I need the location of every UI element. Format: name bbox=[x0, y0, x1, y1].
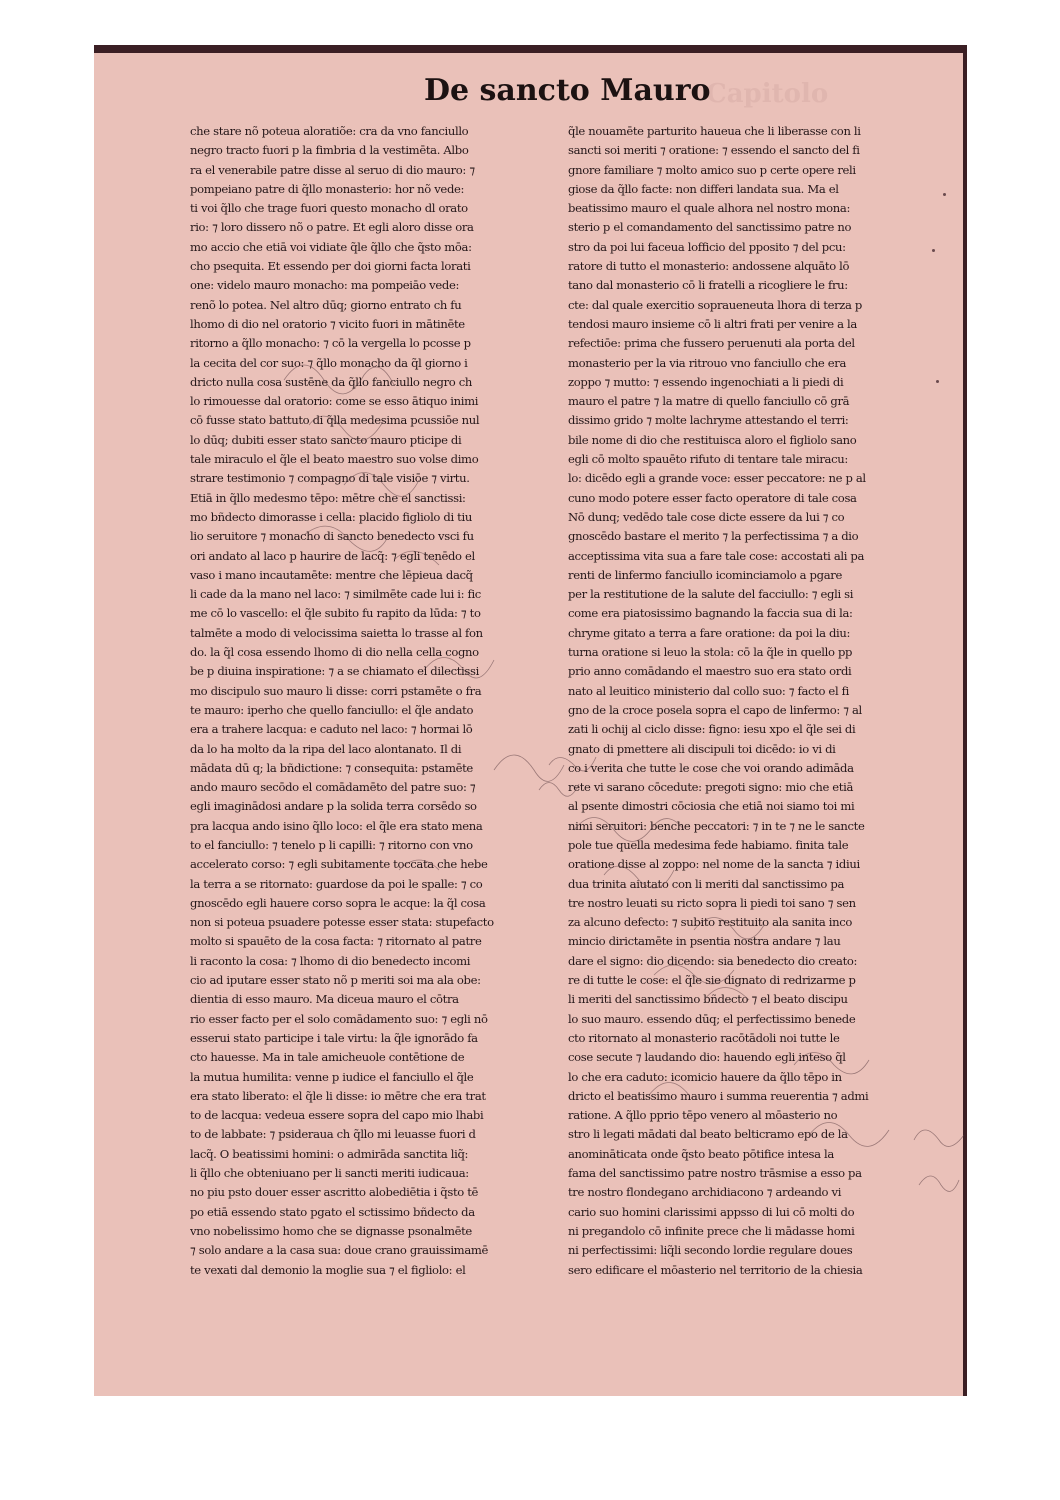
text-line: ando mauro secōdo el comādamēto del patre suo: ⁊ bbox=[190, 780, 476, 795]
text-line: sero edificare el mōasterio nel territorio de la chiesia bbox=[568, 1262, 863, 1277]
right-text-column bbox=[568, 122, 928, 1280]
text-line: stro da poi lui faceua lofficio del pposito ⁊ del pcu: bbox=[568, 239, 846, 254]
text-line: pole tue quella medesima fede habiamo. finita tale bbox=[568, 837, 849, 852]
header-bleedthrough: Capitolo bbox=[706, 79, 829, 109]
text-line: sancti soi meriti ⁊ oratione: ⁊ essendo el sancto del fi bbox=[568, 143, 860, 158]
text-line: lo rimouesse dal oratorio: come se esso ātiquo inimi bbox=[190, 394, 479, 409]
text-line: lo che era caduto: icomicio hauere da q̃llo tēpo in bbox=[568, 1069, 842, 1084]
text-line: to de labbate: ⁊ psideraua ch q̃llo mi leuasse fuori d bbox=[190, 1127, 476, 1142]
text-line: cario suo homini clarissimi appsso di lui cō molti do bbox=[568, 1204, 855, 1219]
text-line: be p diuina inspiratione: ⁊ a se chiamato el dilectissi bbox=[190, 664, 479, 679]
text-line: zoppo ⁊ mutto: ⁊ essendo ingenochiati a li piedi di bbox=[568, 374, 844, 389]
text-line: dricto nulla cosa sustēne da q̃llo fanciullo negro ch bbox=[190, 374, 473, 389]
text-line: lio seruitore ⁊ monacho di sancto benedecto vsci fu bbox=[190, 529, 474, 544]
text-line: dricto el beatissimo mauro i summa reuerentia ⁊ admi bbox=[568, 1088, 869, 1103]
text-line: pra lacqua ando isino q̃llo loco: el q̃le era stato mena bbox=[190, 818, 483, 833]
text-line: cose secute ⁊ laudando dio: hauendo egli inteso q̃l bbox=[568, 1050, 846, 1065]
text-line: gnato di pmettere ali discipuli toi dicēdo: io vi di bbox=[568, 741, 836, 756]
text-line: cuno modo potere esser facto operatore di tale cosa bbox=[568, 490, 857, 505]
text-line: ratione. A q̃llo pprio tēpo venero al mōasterio no bbox=[568, 1108, 838, 1123]
text-line: ni pregandolo cō infinite prece che li mādasse homi bbox=[568, 1223, 855, 1238]
text-line: molto si spauēto de la cosa facta: ⁊ ritornato al patre bbox=[190, 934, 482, 949]
text-line: po etiā essendo stato pgato el sctissimo bñdecto da bbox=[190, 1204, 475, 1219]
text-line: era stato liberato: el q̃le li disse: io mētre che era trat bbox=[190, 1088, 486, 1103]
text-line: gno de la croce posela sopra el capo de linfermo: ⁊ al bbox=[568, 702, 862, 717]
text-line: dissimo grido ⁊ molte lachryme attestando el terri: bbox=[568, 413, 849, 428]
text-line: la mutua humilita: venne p iudice el fanciullo el q̃le bbox=[190, 1069, 474, 1084]
text-line: talmēte a modo di velocissima saietta lo trasse al fon bbox=[190, 625, 483, 640]
text-line: cte: dal quale exercitio sopraueneuta lhora di terza p bbox=[568, 297, 863, 312]
text-line: egli imaginādosi andare p la solida terra corsēdo so bbox=[190, 799, 477, 814]
text-line: lo: dicēdo egli a grande voce: esser peccatore: ne p al bbox=[568, 471, 866, 486]
text-line: per la restitutione de la salute del facciullo: ⁊ egli si bbox=[568, 587, 854, 602]
text-line: beatissimo mauro el quale alhora nel nostro mona: bbox=[568, 201, 851, 216]
text-line: te mauro: iperho che quello fanciullo: el q̃le andato bbox=[190, 702, 474, 717]
text-line: prio anno comādando el maestro suo era stato ordi bbox=[568, 664, 852, 679]
text-line: vaso i mano incautamēte: mentre che lēpieua dacq̃ bbox=[190, 567, 473, 582]
text-line: li cade da la mano nel laco: ⁊ similmēte cade lui i: fic bbox=[190, 587, 481, 602]
text-line: tano dal monasterio cō li fratelli a ricogliere le fru: bbox=[568, 278, 848, 293]
text-line: sterio p el comandamento del sanctissimo patre no bbox=[568, 220, 852, 235]
text-line: lacq̃. O beatissimi homini: o admirāda sanctita liq̃: bbox=[190, 1146, 469, 1161]
text-line: dare el signo: dio dicendo: sia benedecto dio creato: bbox=[568, 953, 858, 968]
text-line: refectiōe: prima che fussero peruenuti ala porta del bbox=[568, 336, 855, 351]
text-line: za alcuno defecto: ⁊ subito restituito ala sanita inco bbox=[568, 915, 853, 930]
left-text-column bbox=[190, 122, 550, 1280]
text-line: ritorno a q̃llo monacho: ⁊ cō la vergella lo pcosse p bbox=[190, 336, 471, 351]
text-line: gnoscēdo bastare el merito ⁊ la perfectissima ⁊ a dio bbox=[568, 529, 859, 544]
text-line: acceptissima vita sua a fare tale cose: accostati ali pa bbox=[568, 548, 865, 563]
text-line: al psente dimostri cōciosia che etiā noi siamo toi mi bbox=[568, 799, 855, 814]
text-line: renõ lo potea. Nel altro dūq; giorno entrato ch fu bbox=[190, 297, 462, 312]
text-line: chryme gitato a terra a fare oratione: da poi la diu: bbox=[568, 625, 851, 640]
text-line: ori andato al laco p haurire de lacq̃: ⁊ egli tenēdo el bbox=[190, 548, 475, 563]
text-line: che stare nõ poteua aloratiõe: cra da vno fanciullo bbox=[190, 124, 469, 138]
text-line: re di tutte le cose: el q̃le sie dignato di redrizarme p bbox=[568, 973, 856, 988]
text-line: egli cō molto spauēto rifuto di tentare tale miracu: bbox=[568, 452, 848, 467]
text-line: tre nostro leuati su ricto sopra li piedi toi sano ⁊ sen bbox=[568, 895, 856, 910]
text-line: cto hauesse. Ma in tale amicheuole contētione de bbox=[190, 1050, 465, 1065]
text-line: cō fusse stato battuto di q̃lla medesima pcussiōe nul bbox=[190, 413, 480, 428]
text-line: ni perfectissimi: liq̃li secondo lordie regulare doues bbox=[568, 1243, 853, 1258]
text-line: giose da q̃llo facte: non differi landata sua. Ma el bbox=[568, 181, 839, 196]
text-line: tale miraculo el q̃le el beato maestro suo volse dimo bbox=[190, 452, 479, 467]
text-line: rio: ⁊ loro dissero nõ o patre. Et egli aloro disse ora bbox=[190, 220, 474, 235]
text-line: li raconto la cosa: ⁊ lhomo di dio benedecto incomi bbox=[190, 953, 471, 968]
text-line: ra el venerabile patre disse al seruo di dio mauro: ⁊ bbox=[190, 162, 475, 177]
text-line: da lo ha molto da la ripa del laco alontanato. Il di bbox=[190, 741, 462, 756]
text-line: rete vi sarano cōcedute: pregoti signo: mio che etiā bbox=[568, 780, 854, 795]
text-line: anomināticata onde q̃sto beato pōtifice intesa la bbox=[568, 1146, 834, 1161]
text-line: monasterio per la via ritrouo vno fanciullo che era bbox=[568, 355, 847, 370]
ink-speck bbox=[936, 380, 939, 383]
ink-speck bbox=[932, 249, 935, 252]
text-line: ti voi q̃llo che trage fuori questo monacho dl orato bbox=[190, 201, 468, 216]
text-line: lo dūq; dubiti esser stato sancto mauro pticipe di bbox=[190, 432, 462, 447]
text-line: gnoscēdo egli hauere corso sopra le acque: la q̃l cosa bbox=[190, 895, 486, 910]
text-line: zati li ochij al ciclo disse: figno: iesu xpo el q̃le sei di bbox=[568, 722, 856, 737]
text-line: dua trinita aiutato con li meriti dal sanctissimo pa bbox=[568, 876, 845, 891]
text-line: li q̃llo che obteniuano per li sancti meriti iudicaua: bbox=[190, 1166, 469, 1181]
text-line: pompeiano patre di q̃llo monasterio: hor nõ vede: bbox=[190, 181, 465, 196]
text-line: cio ad iputare esser stato nõ p meriti soi ma ala obe: bbox=[190, 973, 481, 988]
text-line: q̃le nouamēte parturito haueua che li liberasse con li bbox=[568, 124, 861, 138]
text-line: ratore di tutto el monasterio: andossene alquāto lō bbox=[568, 259, 850, 274]
text-line: to el fanciullo: ⁊ tenelo p li capilli: ⁊ ritorno con vno bbox=[190, 837, 473, 852]
text-line: non si poteua psuadere potesse esser stata: stupefacto bbox=[190, 915, 494, 930]
text-line: la terra a se ritornato: guardose da poi le spalle: ⁊ co bbox=[190, 876, 483, 891]
text-line: oratione disse al zoppo: nel nome de la sancta ⁊ idiui bbox=[568, 857, 860, 872]
text-line: ⁊ solo andare a la casa sua: doue crano grauissimamē bbox=[190, 1243, 489, 1258]
text-line: li meriti del sanctissimo bñdecto ⁊ el beato discipu bbox=[568, 992, 848, 1007]
scanned-page bbox=[94, 45, 967, 1396]
text-line: accelerato corso: ⁊ egli subitamente toccata che hebe bbox=[190, 857, 488, 872]
text-line: fama del sanctissimo patre nostro trāsmise a esso pa bbox=[568, 1166, 862, 1181]
text-line: come era piatosissimo bagnando la faccia sua di la: bbox=[568, 606, 853, 621]
text-line: vno nobelissimo homo che se dignasse psonalmēte bbox=[190, 1223, 472, 1238]
text-line: no piu psto douer esser ascritto alobediētia i q̃sto tē bbox=[190, 1185, 479, 1200]
text-line: cto ritornato al monasterio racōtādoli noi tutte le bbox=[568, 1030, 840, 1045]
text-line: strare testimonio ⁊ compagno di tale visiōe ⁊ virtu. bbox=[190, 471, 470, 486]
text-line: Nō dunq; vedēdo tale cose dicte essere da lui ⁊ co bbox=[568, 509, 845, 524]
text-line: me cō lo vascello: el q̃le subito fu rapito da lūda: ⁊ to bbox=[190, 606, 481, 621]
text-line: tendosi mauro insieme cō li altri frati per venire a la bbox=[568, 316, 857, 331]
running-header: De sancto Mauro bbox=[424, 73, 711, 108]
text-line: negro tracto fuori p la fimbria d la vestimēta. Albo bbox=[190, 143, 469, 158]
text-line: bile nome di dio che restituisca aloro el figliolo sano bbox=[568, 432, 857, 447]
text-line: stro li legati mādati dal beato belticramo epo de la bbox=[568, 1127, 848, 1142]
text-line: one: videlo mauro monacho: ma pompeiāo vede: bbox=[190, 278, 460, 293]
text-line: renti de linfermo fanciullo icominciamolo a pgare bbox=[568, 567, 842, 582]
text-line: dientia di esso mauro. Ma diceua mauro el cōtra bbox=[190, 992, 459, 1007]
text-line: nato al leuitico ministerio dal collo suo: ⁊ facto el fi bbox=[568, 683, 849, 698]
text-line: mo discipulo suo mauro li disse: corri pstamēte o fra bbox=[190, 683, 482, 698]
text-line: lo suo mauro. essendo dūq; el perfectissimo benede bbox=[568, 1011, 856, 1026]
text-line: Etiā in q̃llo medesmo tēpo: mētre che el sanctissi: bbox=[190, 490, 466, 505]
text-line: lhomo di dio nel oratorio ⁊ viсito fuori in mātinēte bbox=[190, 316, 465, 331]
text-line: mo accio che etiā voi vidiate q̃le q̃llo che q̃sto mōa: bbox=[190, 239, 472, 254]
text-line: mauro el patre ⁊ la matre di quello fanciullo cō grā bbox=[568, 394, 850, 409]
text-line: co i verita che tutte le cose che voi orando adimāda bbox=[568, 760, 854, 775]
text-line: tre nostro flondegano archidiacono ⁊ ardeando vi bbox=[568, 1185, 842, 1200]
text-line: turna oratione si leuo la stola: cō la q̃le in quello pp bbox=[568, 645, 853, 660]
text-line: nimi seruitori: benche peccatori: ⁊ in te ⁊ ne le sancte bbox=[568, 818, 865, 833]
page-top-edge bbox=[94, 45, 967, 53]
text-line: te vexati dal demonio la moglie sua ⁊ el figliolo: el bbox=[190, 1262, 466, 1277]
text-line: mincio dirictamēte in psentia nostra andare ⁊ lau bbox=[568, 934, 841, 949]
text-line: esserui stato participe i tale virtu: la q̃le ignorādo fa bbox=[190, 1030, 478, 1045]
text-line: to de lacqua: vedeua essere sopra del capo mio lhabi bbox=[190, 1108, 484, 1123]
text-line: era a trahere lacqua: e caduto nel laco: ⁊ hormai lō bbox=[190, 722, 473, 737]
ink-speck bbox=[943, 193, 946, 196]
text-line: cho psequita. Et essendo per doi giorni facta lorati bbox=[190, 259, 471, 274]
text-line: gnore familiare ⁊ molto amico suo p certe opere reli bbox=[568, 162, 856, 177]
text-line: mo bñdecto dimorasse i cella: placido figliolo di tiu bbox=[190, 509, 472, 524]
text-line: do. la q̃l cosa essendo lhomo di dio nella cella cogno bbox=[190, 645, 479, 660]
text-line: la cecita del cor suo: ⁊ q̃llo monacho da q̃l giorno i bbox=[190, 355, 468, 370]
page-right-edge bbox=[963, 45, 967, 1396]
text-line: mādata dū q; la bñdictione: ⁊ consequita: pstamēte bbox=[190, 760, 473, 775]
text-line: rio esser facto per el solo comādamento suo: ⁊ egli nō bbox=[190, 1011, 488, 1026]
